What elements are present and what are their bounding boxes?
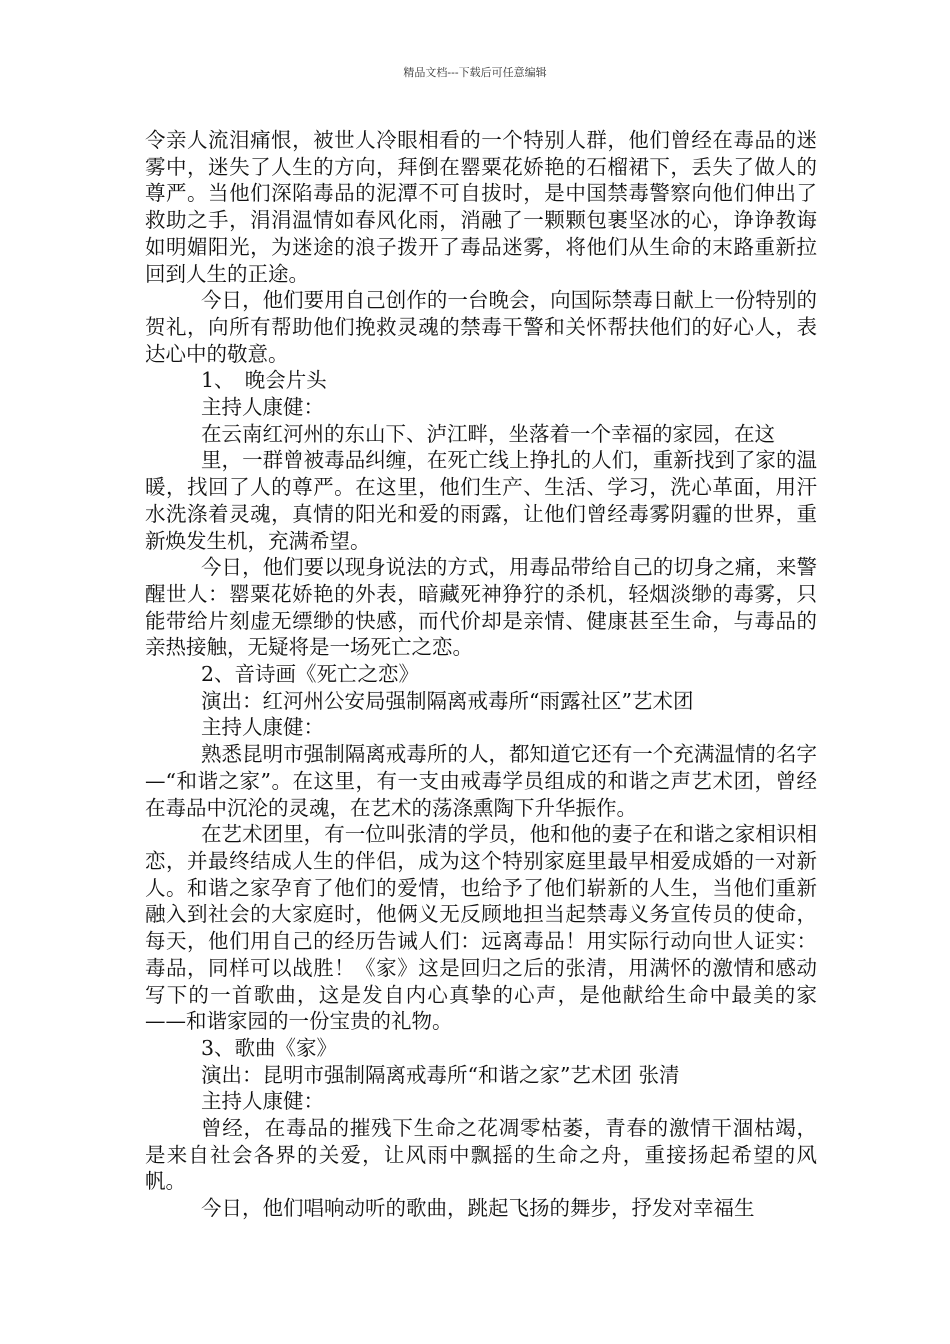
- performer-line: 演出：红河州公安局强制隔离戒毒所“雨露社区”艺术团: [201, 688, 694, 713]
- paragraph: 曾经，在毒品的摧残下生命之花凋零枯萎，青春的激情干涸枯竭， 是来自社会各界的关爱，让风雨中飘摇的生命之舟，重接扬起希望的风帆。: [145, 1116, 817, 1194]
- paragraph: 今日，他们要以现身说法的方式，用毒品带给自己的切身之痛，来警醒世人：罂粟花娇艳的外表，暗藏死神狰狞的杀机，轻烟淡缈的毒雾，只能带给片刻虚无缥缈的快感，而代价却是亲情、健康甚至生命，与毒品的亲热接触，无疑将是一场死亡之恋。: [145, 555, 817, 660]
- paragraph: 在云南红河州的东山下、泸江畔，坐落着一个幸福的家园，在这: [201, 421, 775, 446]
- paragraph: 令亲人流泪痛恨，被世人冷眼相看的一个特别人群，他们曾经在毒品的迷雾中，迷失了人生的方向，拜倒在罂粟花娇艳的石榴裙下，丢失了做人的尊严。当他们深陷毒品的泥潭不可自拔时，是中国禁毒警察向他们伸出了救助之手，涓涓温情如春风化雨，消融了一颗颗包裹坚冰的心，诤诤教诲如明媚阳光，为迷途的浪子拨开了毒品迷雾，将他们从生命的末路重新拉回到人生的正途。: [145, 128, 817, 286]
- host-label: 主持人康健：: [201, 715, 324, 740]
- paragraph: 在艺术团里，有一位叫张清的学员，他和他的妻子在和谐之家相识相恋，并最终结成人生的伴侣，成为这个特别家庭里最早相爱成婚的一对新人。和谐之家孕育了他们的爱情，也给予了他们崭新的人生，当他们重新融入到社会的大家庭时，他俩义无反顾地担当起禁毒义务宣传员的使命，每天，他们用自己的经历告诫人们：远离毒品！用实际行动向世人证实：毒品，同样可以战胜！《家》这是回归之后的张清，用满怀的激情和感动写下的一首歌曲，这是发自内心真挚的心声，是他献给生命中最美的家——和谐家园的一份宝贵的礼物。: [145, 822, 817, 1034]
- document-body: [145, 127, 817, 1222]
- paragraph: 今日，他们要用自己创作的一台晚会，向国际禁毒日献上一份特别的贺礼，向所有帮助他们挽救灵魂的禁毒干警和关怀帮扶他们的好心人，表达心中的敬意。: [145, 288, 817, 366]
- section-heading: 1、 晚会片头: [201, 368, 327, 393]
- host-label: 主持人康健：: [201, 395, 324, 420]
- paragraph: 今日，他们唱响动听的歌曲，跳起飞扬的舞步，抒发对幸福生: [201, 1196, 755, 1221]
- page-header: 精品文档---下载后可任意编辑: [403, 66, 547, 79]
- section-heading: 3、歌曲《家》: [201, 1035, 338, 1060]
- paragraph: 里，一群曾被毒品纠缠，在死亡线上挣扎的人们，重新找到了家的温暖，找回了人的尊严。在这里，他们生产、生活、学习，洗心革面，用汗水洗涤着灵魂，真情的阳光和爱的雨露，让他们曾经毒雾阴霾的世界，重新焕发生机，充满希望。: [145, 448, 817, 553]
- paragraph: 熟悉昆明市强制隔离戒毒所的人，都知道它还有一个充满温情的名字—“和谐之家”。在这里，有一支由戒毒学员组成的和谐之声艺术团，曾经在毒品中沉沦的灵魂，在艺术的荡涤熏陶下升华振作。: [145, 742, 817, 820]
- host-label: 主持人康健：: [201, 1089, 324, 1114]
- section-heading: 2、音诗画《死亡之恋》: [201, 662, 420, 687]
- performer-line: 演出：昆明市强制隔离戒毒所“和谐之家”艺术团 张清: [201, 1062, 680, 1087]
